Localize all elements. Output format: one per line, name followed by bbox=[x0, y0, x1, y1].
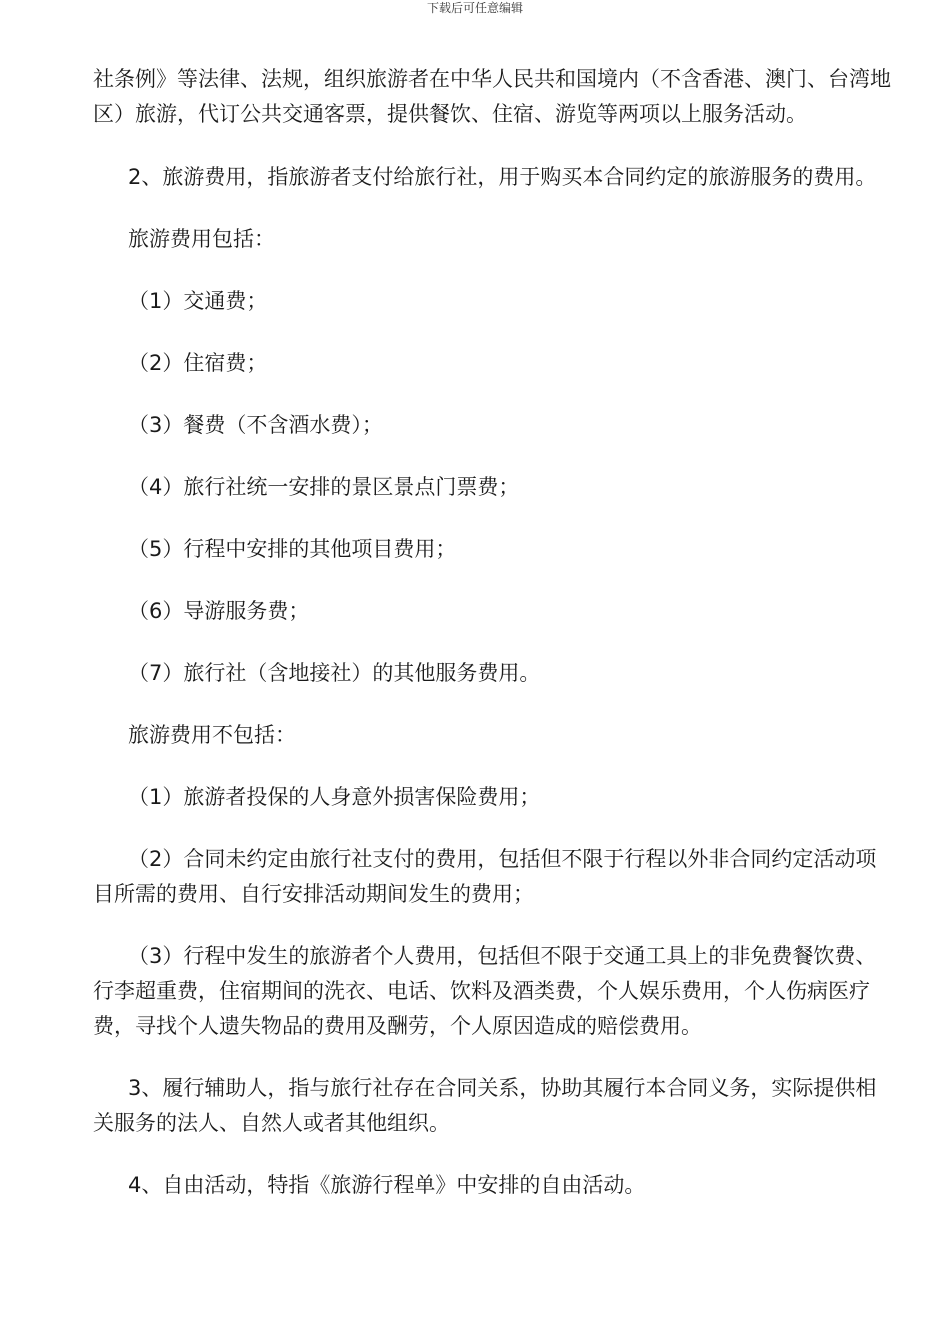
list-item-included-6: （6）导游服务费； bbox=[128, 599, 310, 623]
paragraph-fee-excludes-heading: 旅游费用不包括： bbox=[128, 723, 296, 747]
page-header: 下载后可任意编辑 bbox=[426, 1, 523, 15]
paragraph-free-activity: 4、自由活动，特指《旅游行程单》中安排的自由活动。 bbox=[128, 1173, 646, 1197]
list-item-included-2: （2）住宿费； bbox=[128, 351, 268, 375]
list-item-excluded-1: （1）旅游者投保的人身意外损害保险费用； bbox=[128, 785, 541, 809]
list-item-excluded-3: （3）行程中发生的旅游者个人费用，包括但不限于交通工具上的非免费餐饮费、行李超重费，住宿期间的洗衣、电话、饮料及酒类费，个人娱乐费用，个人伤病医疗费，寻找个人遗失物品的费用及酬劳，个人原因造成的赔偿费用。 bbox=[93, 944, 877, 1038]
document-body bbox=[93, 62, 893, 1203]
paragraph-fee-includes-heading: 旅游费用包括： bbox=[128, 227, 275, 251]
list-item-included-4: （4）旅行社统一安排的景区景点门票费； bbox=[128, 475, 520, 499]
list-item-included-3: （3）餐费（不含酒水费）； bbox=[128, 413, 383, 437]
paragraph-performance-assistant: 3、履行辅助人，指与旅行社存在合同关系，协助其履行本合同义务，实际提供相关服务的法人、自然人或者其他组织。 bbox=[93, 1076, 877, 1135]
list-item-included-5: （5）行程中安排的其他项目费用； bbox=[128, 537, 457, 561]
list-item-included-7: （7）旅行社（含地接社）的其他服务费用。 bbox=[128, 661, 541, 685]
list-item-excluded-2: （2）合同未约定由旅行社支付的费用，包括但不限于行程以外非合同约定活动项目所需的费用、自行安排活动期间发生的费用； bbox=[93, 847, 877, 906]
paragraph-definition-continued: 社条例》等法律、法规，组织旅游者在中华人民共和国境内（不含香港、澳门、台湾地区）旅游，代订公共交通客票，提供餐饮、住宿、游览等两项以上服务活动。 bbox=[93, 67, 891, 126]
list-item-included-1: （1）交通费； bbox=[128, 289, 268, 313]
paragraph-travel-fee-definition: 2、旅游费用，指旅游者支付给旅行社，用于购买本合同约定的旅游服务的费用。 bbox=[128, 165, 877, 189]
